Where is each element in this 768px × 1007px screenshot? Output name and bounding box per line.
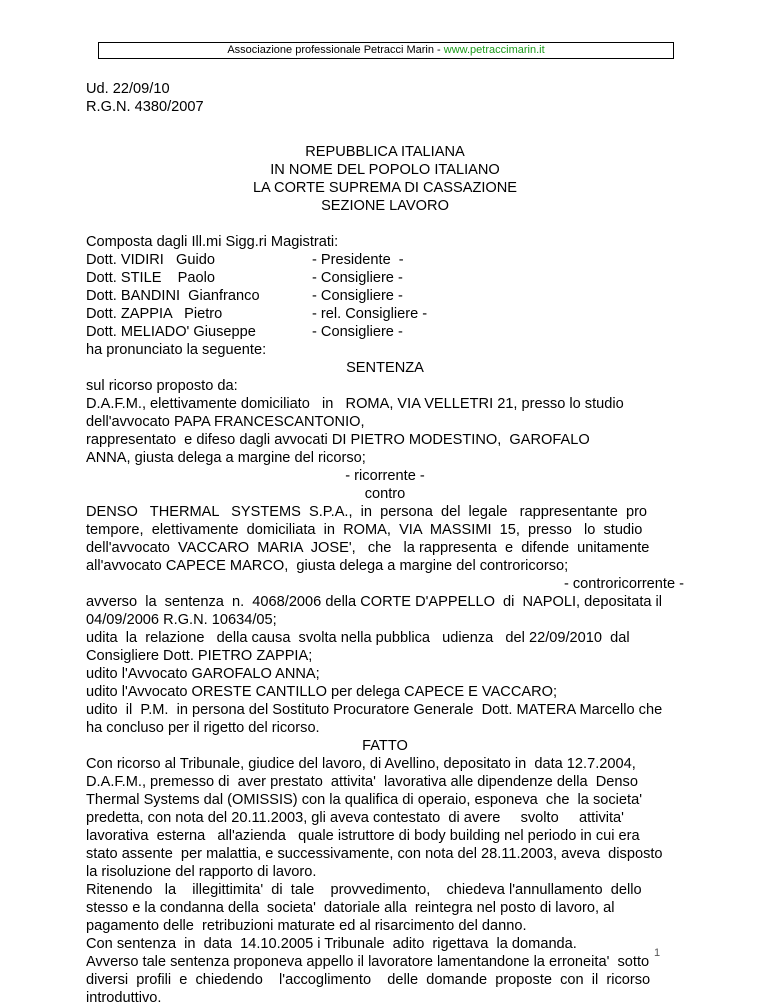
fatto-line: Con sentenza in data 14.10.2005 i Tribunale adito rigettava la domanda.: [86, 936, 577, 952]
title-line-1: REPUBBLICA ITALIANA: [305, 144, 465, 160]
avverso-line: 04/09/2006 R.G.N. 10634/05;: [86, 612, 277, 628]
rgn-number: R.G.N. 4380/2007: [86, 99, 204, 115]
fatto-line: Avverso tale sentenza proponeva appello il lavoratore lamentandone la erroneita' sotto: [86, 954, 650, 970]
fatto-line: stesso e la condanna della societa' datoriale alla reintegra nel posto di lavoro, al: [86, 900, 615, 916]
controricorrente-label: - controricorrente -: [563, 576, 684, 592]
header-text: Associazione professionale Petracci Marin -: [227, 44, 444, 56]
judge-name: Dott. MELIADO' Giuseppe: [86, 324, 256, 340]
judge-name: Dott. STILE Paolo: [86, 270, 215, 286]
judge-name: Dott. BANDINI Gianfranco: [86, 288, 260, 304]
avverso-line: udita la relazione della causa svolta nella pubblica udienza del 22/09/2010 dal: [86, 630, 630, 646]
avverso-line: ha concluso per il rigetto del ricorso.: [86, 720, 320, 736]
fatto-line: introduttivo.: [86, 990, 162, 1006]
judge-name: Dott. VIDIRI Guido: [86, 252, 215, 268]
avverso-line: udito il P.M. in persona del Sostituto Procuratore Generale Dott. MATERA Marcello che: [86, 702, 663, 718]
fatto-line: stato assente per malattia, e successivamente, con nota del 28.11.2003, aveva disposto: [86, 846, 663, 862]
title-line-3: LA CORTE SUPREMA DI CASSAZIONE: [252, 180, 518, 196]
ricorrente-label: - ricorrente -: [345, 468, 425, 484]
fatto-line: D.A.F.M., premesso di aver prestato attivita' lavorativa alle dipendenze della Denso: [86, 774, 638, 790]
fatto-line: Con ricorso al Tribunale, giudice del lavoro, di Avellino, depositato in data 12.7.2004,: [86, 756, 636, 772]
sentenza-heading: SENTENZA: [346, 360, 424, 376]
fatto-line: la risoluzione del rapporto di lavoro.: [86, 864, 317, 880]
denso-line: tempore, elettivamente domiciliata in ROMA, VIA MASSIMI 15, presso lo studio: [86, 522, 643, 538]
fatto-line: Ritenendo la illegittimita' di tale provvedimento, chiedeva l'annullamento dello: [86, 882, 642, 898]
judge-role: - Presidente -: [312, 252, 404, 268]
judge-row: [86, 251, 684, 269]
denso-line: DENSO THERMAL SYSTEMS S.P.A., in persona del legale rappresentante pro: [86, 504, 648, 520]
denso-line: all'avvocato CAPECE MARCO, giusta delega a margine del controricorso;: [86, 558, 569, 574]
fatto-line: Thermal Systems dal (OMISSIS) con la qualifica di operaio, esponeva che la societa': [86, 792, 642, 808]
judge-role: - Consigliere -: [312, 270, 403, 286]
ricorso-line: dell'avvocato PAPA FRANCESCANTONIO,: [86, 414, 365, 430]
fatto-line: pagamento delle retribuzioni maturate ed al risarcimento del danno.: [86, 918, 527, 934]
judge-row: [86, 305, 684, 323]
judge-role: - rel. Consigliere -: [312, 306, 428, 322]
pronunciato-line: ha pronunciato la seguente:: [86, 342, 267, 358]
composta-line: Composta dagli Ill.mi Sigg.ri Magistrati:: [86, 234, 339, 250]
page-number: 1: [654, 947, 661, 959]
ricorso-line: sul ricorso proposto da:: [86, 378, 238, 394]
fatto-line: predetta, con nota del 20.11.2003, gli aveva contestato di avere svolto attivita': [86, 810, 624, 826]
contro-label: contro: [364, 486, 406, 502]
ricorso-line: ANNA, giusta delega a margine del ricorso;: [86, 450, 366, 466]
udienza-date: Ud. 22/09/10: [86, 81, 170, 97]
avverso-line: avverso la sentenza n. 4068/2006 della CORTE D'APPELLO di NAPOLI, depositata il: [86, 594, 663, 610]
header-link[interactable]: www.petraccimarin.it: [443, 44, 545, 56]
avverso-line: udito l'Avvocato ORESTE CANTILLO per delega CAPECE E VACCARO;: [86, 684, 558, 700]
judge-row: [86, 323, 684, 341]
fatto-line: diversi profili e chiedendo l'accoglimento delle domande proposte con il ricorso: [86, 972, 651, 988]
fatto-line: lavorativa esterna all'azienda quale istruttore di body building nel periodo in cui era: [86, 828, 640, 844]
judge-row: [86, 269, 684, 287]
judge-row: [86, 287, 684, 305]
document-body: [86, 80, 684, 1007]
denso-line: dell'avvocato VACCARO MARIA JOSE', che la rappresenta e difende unitamente: [86, 540, 650, 556]
judge-name: Dott. ZAPPIA Pietro: [86, 306, 223, 322]
title-line-4: SEZIONE LAVORO: [321, 198, 449, 214]
judge-role: - Consigliere -: [312, 324, 403, 340]
avverso-line: udito l'Avvocato GAROFALO ANNA;: [86, 666, 320, 682]
ricorso-line: D.A.F.M., elettivamente domiciliato in ROMA, VIA VELLETRI 21, presso lo studio: [86, 396, 624, 412]
ricorso-line: rappresentato e difeso dagli avvocati DI PIETRO MODESTINO, GAROFALO: [86, 432, 590, 448]
fatto-heading: FATTO: [362, 738, 408, 754]
avverso-line: Consigliere Dott. PIETRO ZAPPIA;: [86, 648, 313, 664]
judge-role: - Consigliere -: [312, 288, 403, 304]
page-header: [98, 42, 674, 59]
title-line-2: IN NOME DEL POPOLO ITALIANO: [270, 162, 500, 178]
